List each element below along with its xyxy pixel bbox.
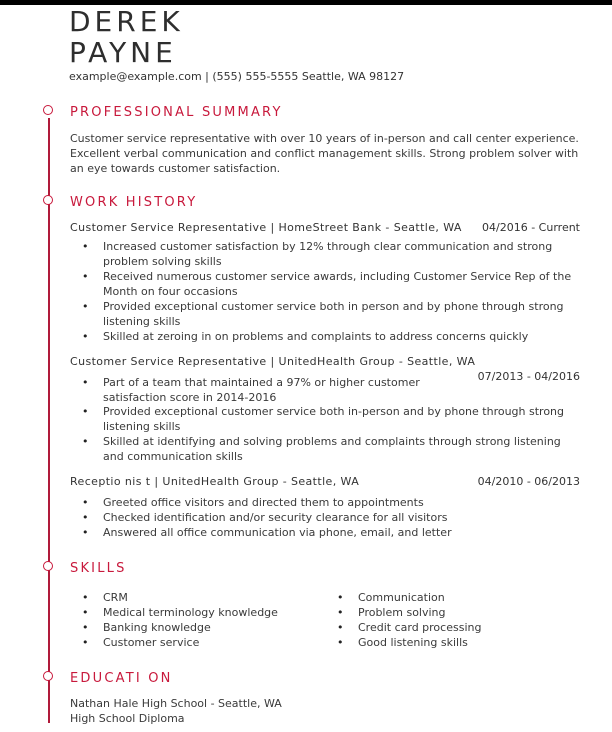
job-bullets <box>70 495 580 540</box>
skills-list-right <box>325 590 575 650</box>
list-item: • Part of a team that maintained a 97% or higher customer satisfaction score in 2014-2016 <box>70 375 443 405</box>
list-item: • CRM <box>70 590 320 605</box>
list-item: • Good listening skills <box>325 635 575 650</box>
list-item: • Medical terminology knowledge <box>70 605 320 620</box>
job-dates: 04/2016 - Current <box>482 221 580 234</box>
job-bullets <box>70 375 490 405</box>
timeline-node-icon <box>43 671 53 681</box>
job-dates: 04/2010 - 06/2013 <box>477 475 580 488</box>
job-title: Customer Service Representative | HomeStreet Bank - Seattle, WA <box>70 221 462 234</box>
job-entry <box>70 475 580 488</box>
list-item: • Skilled at identifying and solving problems and complaints through strong listening and communication skills <box>70 434 580 464</box>
timeline-node-icon <box>43 195 53 205</box>
last-name: PAYNE <box>69 36 177 69</box>
list-item: • Increased customer satisfaction by 12% through clear communication and strong problem solving skills <box>70 239 580 269</box>
education-school: Nathan Hale High School - Seattle, WA <box>70 697 282 710</box>
job-bullets <box>70 239 580 344</box>
job-entry <box>70 221 580 234</box>
job-dates: 07/2013 - 04/2016 <box>477 370 580 383</box>
list-item: • Greeted office visitors and directed them to appointments <box>70 495 580 510</box>
list-item: • Received numerous customer service awards, including Customer Service Rep of the Month on four occasions <box>70 269 580 299</box>
list-item: • Customer service <box>70 635 320 650</box>
list-item: • Provided exceptional customer service both in person and by phone through strong listening skills <box>70 299 580 329</box>
list-item: • Credit card processing <box>325 620 575 635</box>
timeline-node-icon <box>43 561 53 571</box>
summary-text: Customer service representative with over 10 years of in-person and call center experience. Excellent verbal communication and conflict management skills. Strong problem solver with an eye towards customer satisfaction. <box>70 132 579 175</box>
section-title-skills: SKILLS <box>70 561 127 576</box>
list-item: • Provided exceptional customer service both in-person and by phone through strong listening skills <box>70 404 580 434</box>
job-bullets <box>70 404 580 464</box>
list-item: • Banking knowledge <box>70 620 320 635</box>
list-item: • Answered all office communication via phone, email, and letter <box>70 525 580 540</box>
education-degree: High School Diploma <box>70 712 185 725</box>
section-title-education: EDUCATI ON <box>70 671 173 686</box>
list-item: • Checked identification and/or security clearance for all visitors <box>70 510 580 525</box>
first-name: DEREK <box>69 5 184 38</box>
list-item: • Communication <box>325 590 575 605</box>
contact-info: example@example.com | (555) 555-5555 Seattle, WA 98127 <box>69 70 405 83</box>
candidate-name <box>69 6 184 68</box>
section-title-summary: PROFESSIONAL SUMMARY <box>70 105 283 120</box>
job-title: Customer Service Representative | UnitedHealth Group - Seattle, WA <box>70 355 476 368</box>
timeline-line <box>48 118 50 723</box>
list-item: • Problem solving <box>325 605 575 620</box>
list-item: • Skilled at zeroing in on problems and complaints to address concerns quickly <box>70 329 580 344</box>
job-entry <box>70 355 580 383</box>
timeline-node-icon <box>43 105 53 115</box>
section-title-work-history: WORK HISTORY <box>70 195 198 210</box>
skills-list-left <box>70 590 320 650</box>
job-title: Receptio nis t | UnitedHealth Group - Seattle, WA <box>70 475 360 488</box>
